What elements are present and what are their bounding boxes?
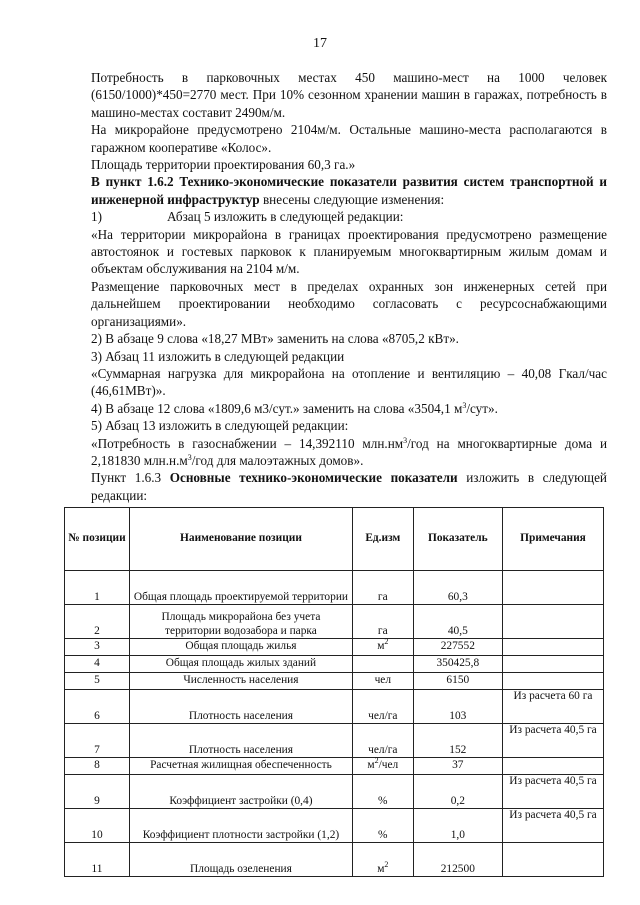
cell-value: 40,5 (413, 605, 502, 639)
paragraph-text: изложить в следующей редакции: (91, 470, 607, 503)
cell-value: 1,0 (413, 809, 502, 843)
cell-unit (352, 724, 413, 758)
cell-num: 1 (65, 571, 130, 605)
table-row (65, 758, 604, 775)
cell-name: Коэффициент застройки (0,4) (129, 775, 352, 809)
bold-text: Основные технико-экономические показатели (169, 470, 458, 486)
paragraph-text: Пункт 1.6.3 (91, 470, 170, 486)
unit-text: м (367, 759, 375, 772)
paragraph: «Суммарная нагрузка для микрорайона на отопление и вентиляцию – 40,08 Гкал/час (46,61МВт)». (91, 365, 607, 399)
paragraph-text: внесены следующие изменения: (259, 191, 445, 207)
cell-num: 11 (65, 843, 130, 877)
unit-superscript: 2 (384, 637, 389, 647)
paragraph-text: /год для малоэтажных домов». (191, 452, 364, 468)
paragraph (91, 469, 607, 504)
cell-value: 6150 (413, 673, 502, 690)
cell-name: Плотность населения (129, 724, 352, 758)
cell-name: Площадь микрорайона без учета территории водозабора и парка (129, 605, 352, 639)
cell-num: 8 (65, 758, 130, 775)
cell-note (503, 605, 604, 639)
cell-name: Коэффициент плотности застройки (1,2) (129, 809, 352, 843)
unit-text: /чел (378, 759, 399, 772)
cell-name: Общая площадь жилых зданий (129, 656, 352, 673)
cell-unit (352, 775, 413, 809)
cell-note (503, 673, 604, 690)
cell-unit (352, 571, 413, 605)
unit-text: чел/га (368, 743, 398, 756)
cell-unit (352, 673, 413, 690)
paragraph: Площадь территории проектирования 60,3 га.» (91, 157, 356, 173)
cell-value: 227552 (413, 639, 502, 656)
list-number: 1) (91, 209, 102, 225)
cell-note (503, 656, 604, 673)
table-row (65, 571, 604, 605)
table-body (65, 571, 604, 877)
superscript: 3 (462, 400, 467, 410)
cell-name: Площадь озеленения (129, 843, 352, 877)
table-row (65, 809, 604, 843)
cell-num: 5 (65, 673, 130, 690)
header-num: № позиции (65, 508, 130, 571)
paragraph-text: /сут». (466, 400, 498, 416)
unit-text: % (378, 828, 388, 841)
paragraph: Размещение парковочных мест в пределах охранных зон инженерных сетей при дальнейшем проектировании необходимо согласовать с ресурсоснабжающими организациями». (91, 278, 607, 329)
unit-text: чел/га (368, 709, 398, 722)
cell-note: Из расчета 40,5 га (503, 809, 604, 843)
cell-name: Общая площадь проектируемой территории (129, 571, 352, 605)
table-row (65, 656, 604, 673)
table-row (65, 843, 604, 877)
header-name: Наименование позиции (129, 508, 352, 571)
header-unit: Ед.изм (352, 508, 413, 571)
cell-value: 350425,8 (413, 656, 502, 673)
paragraph-text: 4) В абзаце 12 слова «1809,6 м3/сут.» заменить на слова «3504,1 м (91, 400, 463, 416)
paragraph: Потребность в парковочных местах 450 машино-мест на 1000 человек (6150/1000)*450=2770 мест. При 10% сезонном хранении машин в гаражах, потребность в машино-местах составит 2490м/м. (91, 70, 607, 120)
cell-value: 37 (413, 758, 502, 775)
cell-value: 152 (413, 724, 502, 758)
cell-name: Расчетная жилищная обеспеченность (129, 758, 352, 775)
table-row (65, 639, 604, 656)
cell-note: Из расчета 60 га (503, 690, 604, 724)
paragraph: 3) Абзац 11 изложить в следующей редакции (91, 348, 345, 364)
cell-note (503, 571, 604, 605)
cell-value: 103 (413, 690, 502, 724)
cell-num: 6 (65, 690, 130, 724)
paragraph (91, 173, 607, 208)
cell-num: 4 (65, 656, 130, 673)
cell-unit (352, 656, 413, 673)
unit-text: га (377, 624, 388, 637)
unit-text: м (377, 862, 385, 875)
cell-note: Из расчета 40,5 га (503, 724, 604, 758)
cell-num: 9 (65, 775, 130, 809)
cell-num: 2 (65, 605, 130, 639)
paragraph: «На территории микрорайона в границах проектирования предусмотрено размещение автостоянок и гостевых парковок к планируемым многоквартирным жилым домам и объектам обслуживания на 2104 м/м. (91, 226, 607, 277)
header-value: Показатель (413, 508, 502, 571)
unit-text: м (377, 640, 385, 653)
cell-value: 0,2 (413, 775, 502, 809)
unit-text: чел (374, 674, 392, 687)
document-body (91, 69, 607, 504)
cell-value: 60,3 (413, 571, 502, 605)
cell-note (503, 639, 604, 656)
unit-text: га (377, 590, 388, 603)
paragraph-text: «Потребность в газоснабжении – 14,392110 млн.нм (91, 435, 404, 451)
cell-value: 212500 (413, 843, 502, 877)
table-row (65, 775, 604, 809)
paragraph-text: /год на многоквартирные дома и 2,181830 млн.н.м (91, 435, 608, 468)
cell-note (503, 843, 604, 877)
bold-text: В пункт 1.6.2 Технико-экономические показатели развития систем транспортной и инженерной инфраструктур (91, 174, 607, 207)
cell-num: 10 (65, 809, 130, 843)
page-number: 17 (313, 36, 327, 51)
cell-unit (352, 758, 413, 775)
unit-superscript: 2 (374, 756, 379, 766)
cell-name: Плотность населения (129, 690, 352, 724)
table-row (65, 724, 604, 758)
list-text: Абзац 5 изложить в следующей редакции: (167, 209, 404, 225)
list-item (91, 208, 607, 225)
cell-name: Общая площадь жилья (129, 639, 352, 656)
paragraph: 5) Абзац 13 изложить в следующей редакции: (91, 418, 349, 434)
table-row (65, 690, 604, 724)
indicators-table (64, 507, 604, 877)
paragraph (91, 400, 607, 417)
cell-name: Численность населения (129, 673, 352, 690)
paragraph: На микрорайоне предусмотрено 2104м/м. Остальные машино-места располагаются в гаражном кооперативе «Колос». (91, 122, 607, 155)
cell-unit (352, 605, 413, 639)
table-row (65, 605, 604, 639)
cell-note: Из расчета 40,5 га (503, 775, 604, 809)
unit-text: % (378, 794, 388, 807)
cell-num: 3 (65, 639, 130, 656)
cell-num: 7 (65, 724, 130, 758)
table-header-row (65, 508, 604, 571)
cell-unit (352, 843, 413, 877)
paragraph (91, 435, 607, 470)
header-note: Примечания (503, 508, 604, 571)
table-row (65, 673, 604, 690)
cell-unit (352, 690, 413, 724)
paragraph: 2) В абзаце 9 слова «18,27 МВт» заменить на слова «8705,2 кВт». (91, 331, 459, 347)
cell-unit (352, 639, 413, 656)
cell-note (503, 758, 604, 775)
superscript: 3 (403, 435, 408, 445)
superscript: 3 (187, 452, 192, 462)
unit-superscript: 2 (384, 859, 389, 869)
cell-unit (352, 809, 413, 843)
